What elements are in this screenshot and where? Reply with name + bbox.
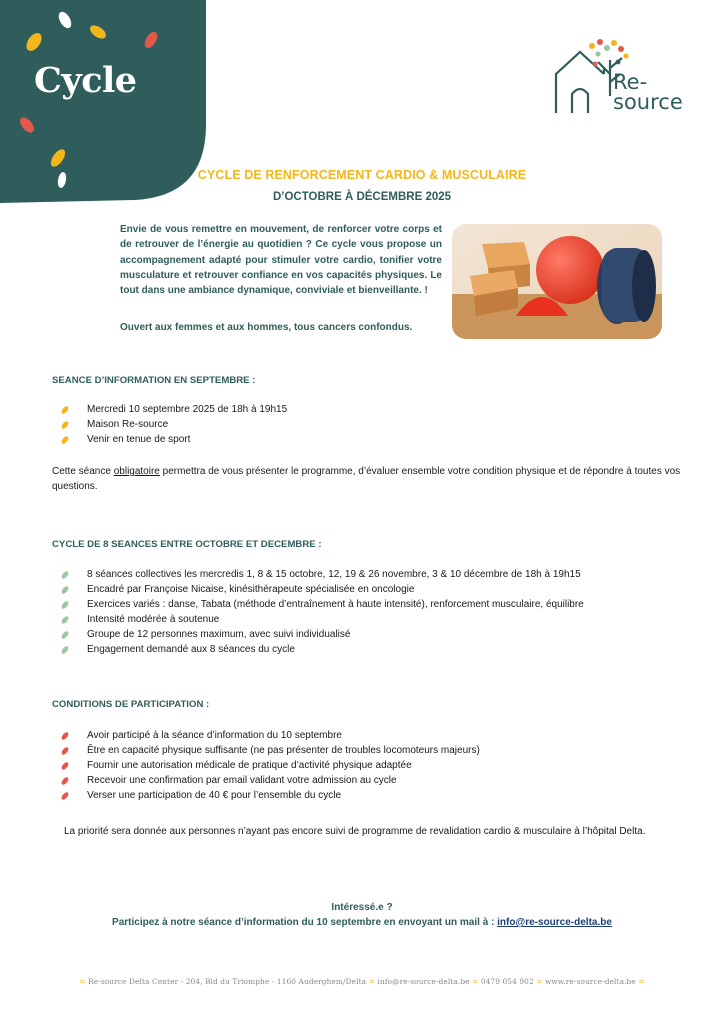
badge-label: Cycle [34,60,137,101]
leaf-bullet-icon [60,435,70,445]
list-item-text: Maison Re-source [87,419,169,430]
logo-line-2: source [613,90,683,114]
cycle-heading: CYCLE DE 8 SEANCES ENTRE OCTOBRE ET DECEMBRE : [52,539,322,550]
list-item-text: Encadré par Françoise Nicaise, kinésithérapeute spécialisée en oncologie [87,584,415,595]
leaf-bullet-icon [60,420,70,430]
leaf-bullet-icon [60,791,70,801]
list-item-text: Venir en tenue de sport [87,434,191,445]
underlined-word: obligatoire [113,466,160,477]
leaf-bullet-icon [60,630,70,640]
intro-audience: Ouvert aux femmes et aux hommes, tous cancers confondus. [120,322,413,333]
list-item [60,642,584,657]
list-item [60,612,584,627]
list-item [60,773,480,788]
footer-website[interactable]: www.re-source-delta.be [544,977,636,986]
footer-phone: 0479 054 902 [480,977,534,986]
list-item-text: Engagement demandé aux 8 séances du cycle [87,644,295,655]
contact-line: Participez à notre séance d’information du 10 septembre en envoyant un mail à : info@re-source-delta.be [112,917,612,928]
list-item-text: Mercredi 10 septembre 2025 de 18h à 19h15 [87,404,288,415]
list-item [60,788,480,803]
list-item [60,728,480,743]
info-session-note: Cette séance obligatoire permettra de vous présenter le programme, d’évaluer ensemble votre condition physique et de répondre à toutes vos questions. [52,466,681,492]
list-item [60,432,287,447]
leaf-bullet-icon [60,405,70,415]
list-item [60,627,584,642]
footer-separator: = [79,977,86,986]
list-item [60,582,584,597]
list-item-text: Verser une participation de 40 € pour l’ensemble du cycle [87,790,342,801]
page-title: CYCLE DE RENFORCEMENT CARDIO & MUSCULAIRE [197,168,527,182]
leaf-bullet-icon [60,615,70,625]
info-session-list [60,402,287,447]
leaf-bullet-icon [60,645,70,655]
leaf-bullet-icon [60,776,70,786]
list-item-text: Fournir une autorisation médicale de pratique d’activité physique adaptée [87,760,412,771]
intro-text: Envie de vous remettre en mouvement, de renforcer votre corps et de retrouver de l’énergie au quotidien ? Ce cycle vous propose un accompagnement adapté pour stimuler votre cardio, tonifier votre musculature et retrouver confiance en vos capacités physiques. Le tout dans une ambiance dynamique, conviviale et bienveillante. ! [120,224,442,297]
list-item-text: Être en capacité physique suffisante (ne pas présenter de troubles locomoteurs majeurs) [87,745,480,756]
list-item [60,758,480,773]
footer-email[interactable]: info@re-source-delta.be [377,977,470,986]
page-subtitle: D’OCTOBRE À DÉCEMBRE 2025 [272,191,452,203]
list-item-text: Intensité modérée à soutenue [87,614,220,625]
list-item [60,402,287,417]
leaf-bullet-icon [60,600,70,610]
footer-address: Re-source Delta Center - 204, Bld du Triomphe - 1160 Auderghem/Delta [88,977,367,986]
conditions-list [60,728,480,803]
list-item-text: Groupe de 12 personnes maximum, avec suivi individualisé [87,629,351,640]
list-item-text: 8 séances collectives les mercredis 1, 8 & 15 octobre, 12, 19 & 26 novembre, 3 & 10 décembre de 18h à 19h15 [87,569,581,580]
logo-line-1: Re- [613,70,648,94]
list-item [60,743,480,758]
list-item [60,417,287,432]
list-item [60,567,584,582]
footer: = Re-source Delta Center - 204, Bld du Triomphe - 1160 Auderghem/Delta = info@re-source-delta.be = 0479 054 902 = www.re-source-delta.be = [79,977,645,986]
list-item [60,597,584,612]
fitness-equipment-photo [452,224,662,339]
contact-question: Intéressé.e ? [331,902,393,913]
conditions-note: La priorité sera donnée aux personnes n’ayant pas encore suivi de programme de revalidation cardio & musculaire à l’hôpital Delta. [64,826,646,837]
leaf-bullet-icon [60,585,70,595]
cycle-list [60,567,584,657]
conditions-heading: CONDITIONS DE PARTICIPATION : [52,699,210,710]
info-session-heading: SEANCE D’INFORMATION EN SEPTEMBRE : [52,375,256,386]
list-item-text: Avoir participé à la séance d’information du 10 septembre [87,730,342,741]
leaf-bullet-icon [60,746,70,756]
list-item-text: Recevoir une confirmation par email validant votre admission au cycle [87,775,397,786]
list-item-text: Exercices variés : danse, Tabata (méthode d’entraînement à haute intensité), renforcement musculaire, équilibre [87,599,584,610]
email-link[interactable]: info@re-source-delta.be [497,917,612,928]
logo-text [613,72,683,112]
leaf-bullet-icon [60,570,70,580]
leaf-bullet-icon [60,761,70,771]
leaf-bullet-icon [60,731,70,741]
